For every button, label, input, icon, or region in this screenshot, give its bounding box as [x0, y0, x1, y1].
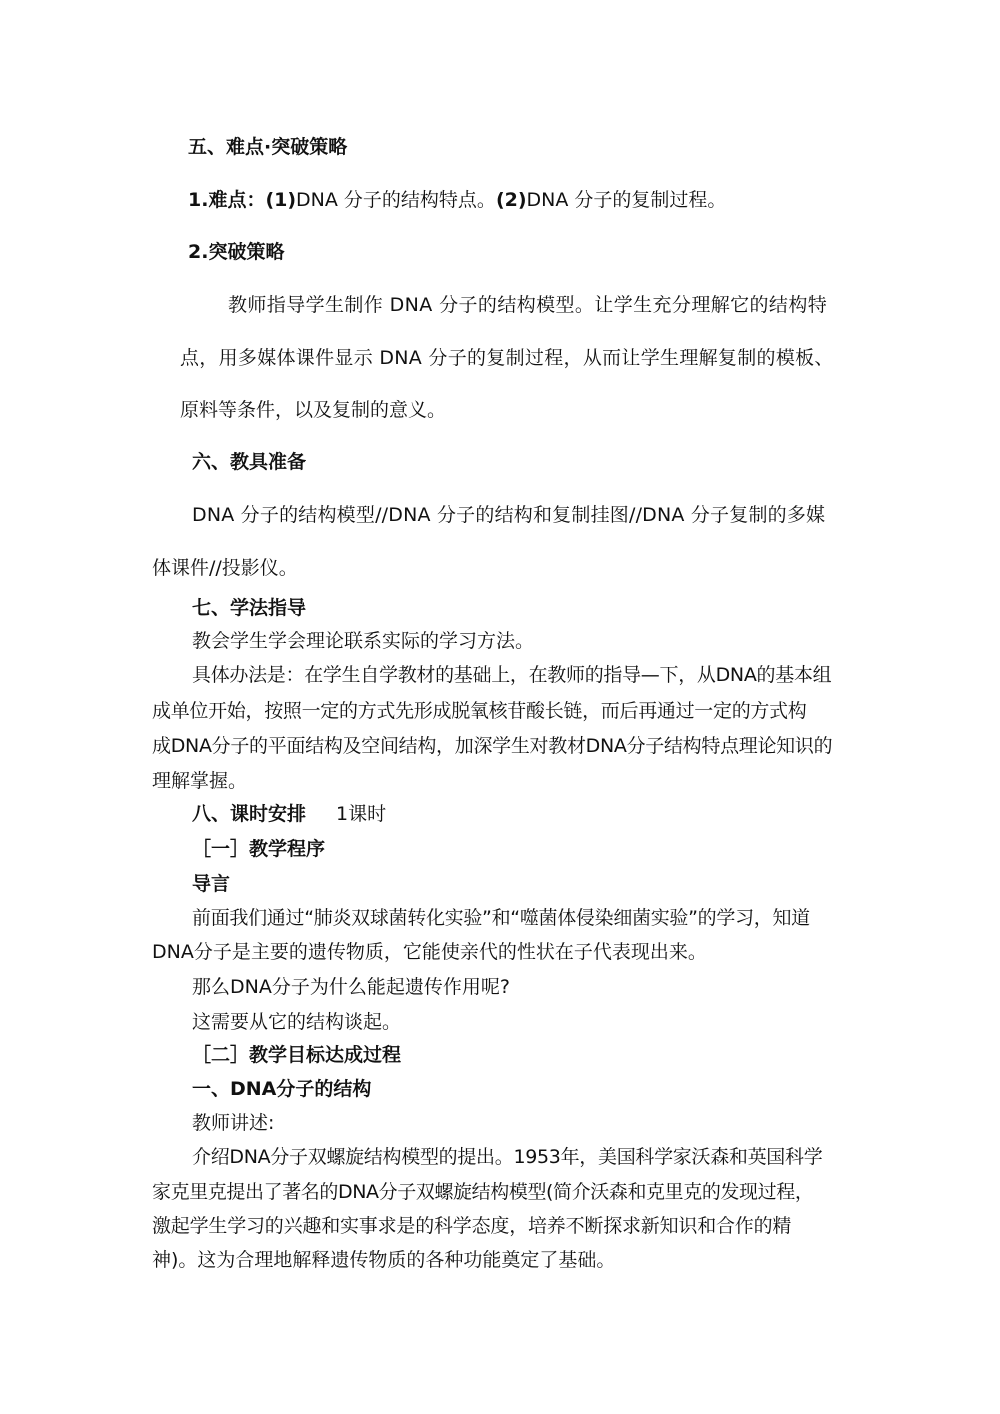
strategy-line-3: 原料等条件，以及复制的意义。: [180, 399, 447, 421]
method-line-1: 教会学生学会理论联系实际的学习方法。: [192, 630, 535, 652]
strategy-line-1: 教师指导学生制作 DNA 分子的结构模型。让学生充分理解它的结构特: [228, 294, 828, 316]
equipment-line-1: DNA 分子的结构模型//DNA 分子的结构和复制挂图//DNA 分子复制的多媒: [192, 504, 826, 526]
intro-label: 导言: [192, 873, 231, 895]
lecture-line-1: 介绍DNA分子双螺旋结构模型的提出。1953年，美国科学家沃森和英国科学: [192, 1146, 823, 1168]
difficulty-line: [188, 188, 726, 212]
equipment-line-2: 体课件//投影仪。: [152, 557, 298, 579]
difficulty-label: 1.难点：: [188, 189, 266, 211]
section-5-heading: 五、难点·突破策略: [188, 136, 348, 158]
section-7-heading: 七、学法指导: [192, 597, 307, 619]
method-line-3: 成单位开始，按照一定的方式先形成脱氧核苷酸长链，而后再通过一定的方式构: [152, 700, 807, 722]
schedule-line: [192, 802, 386, 826]
procedure-heading: ［一］教学程序: [192, 838, 326, 860]
method-line-5: 理解掌握。: [152, 770, 248, 792]
schedule-value: 1课时: [336, 803, 387, 825]
difficulty-1-number: (1): [265, 189, 297, 211]
intro-line-4: 这需要从它的结构谈起。: [192, 1011, 402, 1033]
strategy-line-2: 点，用多媒体课件显示 DNA 分子的复制过程，从而让学生理解复制的模板、: [180, 347, 834, 369]
intro-line-1: 前面我们通过“肺炎双球菌转化实验”和“噬菌体侵染细菌实验”的学习，知道: [192, 907, 810, 929]
difficulty-2-text: DNA 分子的复制过程。: [526, 189, 727, 211]
lecture-label: 教师讲述:: [192, 1112, 275, 1134]
lecture-line-2: 家克里克提出了著名的DNA分子双螺旋结构模型(简介沃森和克里克的发现过程，: [152, 1181, 814, 1203]
section-8-heading: 八、课时安排: [192, 803, 307, 825]
objective-heading: ［二］教学目标达成过程: [192, 1044, 402, 1066]
dna-structure-heading: 一、DNA分子的结构: [192, 1078, 372, 1100]
method-line-4: 成DNA分子的平面结构及空间结构，加深学生对教材DNA分子结构特点理论知识的: [152, 735, 833, 757]
intro-line-2: DNA分子是主要的遗传物质，它能使亲代的性状在子代表现出来。: [152, 941, 707, 963]
strategy-label: 2.突破策略: [188, 241, 285, 263]
difficulty-1-text: DNA 分子的结构特点。: [296, 189, 496, 211]
section-6-heading: 六、教具准备: [192, 451, 307, 473]
difficulty-2-number: (2): [495, 189, 527, 211]
lecture-line-3: 激起学生学习的兴趣和实事求是的科学态度，培养不断探求新知识和合作的精: [152, 1215, 792, 1237]
method-line-2: 具体办法是：在学生自学教材的基础上，在教师的指导—下，从DNA的基本组: [192, 664, 832, 686]
lecture-line-4: 神)。这为合理地解释遗传物质的各种功能奠定了基础。: [152, 1249, 616, 1271]
intro-line-3: 那么DNA分子为什么能起遗传作用呢?: [192, 976, 510, 998]
